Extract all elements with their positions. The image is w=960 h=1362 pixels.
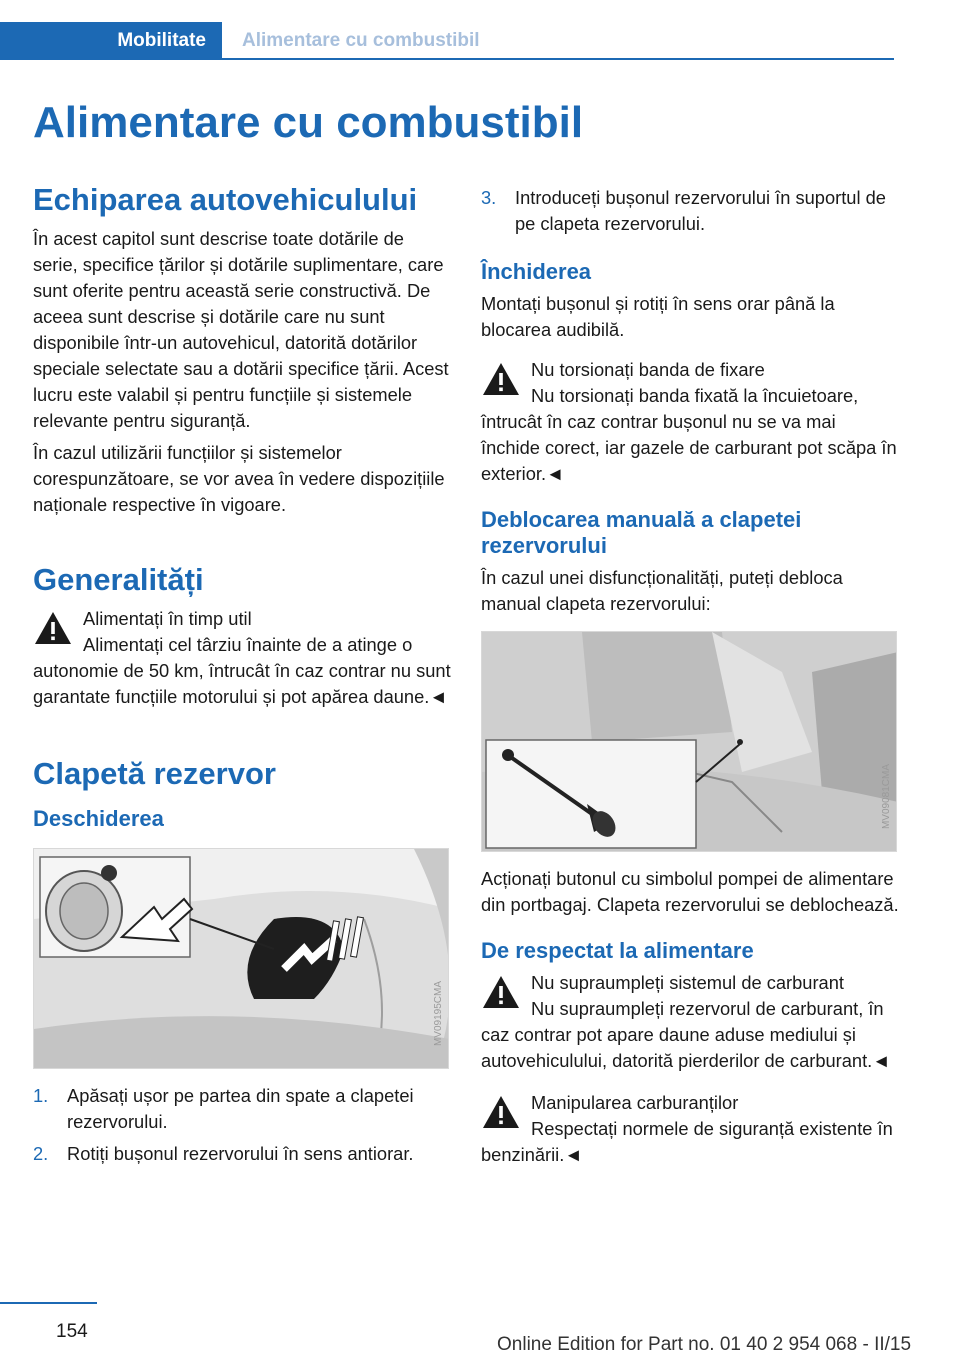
left-column bbox=[33, 182, 451, 1167]
warning-triangle-icon bbox=[481, 361, 521, 397]
section-tab[interactable]: Mobilitate bbox=[0, 22, 222, 60]
heading-inchiderea: Închiderea bbox=[481, 259, 592, 284]
warning-title: Nu supraumpleți sistemul de carburant bbox=[531, 972, 844, 993]
heading-generalitati: Generalități bbox=[33, 562, 204, 597]
paragraph-inchiderea: Montați bușonul și rotiți în sens orar până la blocarea audibilă. bbox=[481, 293, 835, 340]
warning-body: Respectați normele de siguranță existente în benzinării.◄ bbox=[481, 1118, 893, 1165]
warning-banda bbox=[481, 357, 899, 487]
warning-triangle-icon bbox=[33, 610, 73, 646]
photo-code: MV09195CMA bbox=[433, 980, 444, 1046]
paragraph-echipare-2: În cazul utilizării funcțiilor și sistemelor corespunzătoare, se vor avea în vedere dispozițiile naționale respective în vigoare. bbox=[33, 442, 445, 515]
trunk-illustration bbox=[482, 632, 897, 852]
warning-body: Nu torsionați banda fixată la încuietoare, întrucât în caz contrar bușonul nu se va mai închide corect, iar gazele de carburant pot scăpa în exterior.◄ bbox=[481, 385, 897, 484]
edition-footer: Online Edition for Part no. 01 40 2 954 068 - II/15 bbox=[497, 1334, 912, 1355]
paragraph-echipare-1: În acest capitol sunt descrise toate dotările de serie, specifice țărilor și dotările suplimentare, care sunt oferite pentru această serie constructivă. De aceea sunt descrise și dotările care nu sunt disponibile într-un autovehicul, datorită dotărilor speciale selectate sau a dotării specifice țării. Acest lucru este valabil și pentru funcțiile și sistemele relevante pentru siguranță. bbox=[33, 228, 449, 431]
heading-respectat: De respectat la alimentare bbox=[481, 938, 754, 963]
warning-title: Manipularea carburanților bbox=[531, 1092, 739, 1113]
heading-clapeta: Clapetă rezervor bbox=[33, 756, 276, 791]
warning-title: Nu torsionați banda de fixare bbox=[531, 359, 765, 380]
footer-rule bbox=[0, 1302, 97, 1304]
warning-supraumplere bbox=[481, 970, 899, 1074]
steps-list bbox=[33, 1083, 451, 1167]
fuel-flap-illustration bbox=[34, 849, 449, 1069]
paragraph-deblocare: În cazul unei disfuncționalități, puteți debloca manual clapeta rezervorului: bbox=[481, 567, 843, 614]
step-number: 3. bbox=[481, 187, 497, 208]
step-text: Rotiți bușonul rezervorului în sens antiorar. bbox=[67, 1143, 414, 1164]
step-text: Apăsați ușor pe partea din spate a clapetei rezervorului. bbox=[67, 1085, 414, 1132]
page-number: 154 bbox=[56, 1321, 88, 1342]
warning-triangle-icon bbox=[481, 1094, 521, 1130]
steps-list-continued bbox=[481, 185, 899, 237]
heading-deblocare: Deblocarea manuală a clapetei rezervorului bbox=[481, 507, 802, 558]
warning-triangle-icon bbox=[481, 974, 521, 1010]
heading-deschiderea: Deschiderea bbox=[33, 806, 164, 831]
warning-manipulare bbox=[481, 1090, 899, 1168]
heading-echipare: Echiparea autovehiculului bbox=[33, 182, 418, 217]
fuel-flap-photo bbox=[33, 848, 449, 1069]
warning-body: Nu supraumpleți rezervorul de carburant, în caz contrar pot apare daune aduse mediului și autovehiculului, datorită pierderilor de carburant.◄ bbox=[481, 998, 891, 1071]
header-rule bbox=[222, 58, 894, 60]
header-bar bbox=[0, 22, 480, 60]
step-text: Introduceți bușonul rezervorului în suportul de pe clapeta rezervorului. bbox=[515, 187, 886, 234]
step-number: 1. bbox=[33, 1085, 49, 1106]
warning-alimentati bbox=[33, 606, 451, 710]
photo-code: MV09081CMA bbox=[881, 763, 892, 829]
step-item bbox=[481, 185, 899, 237]
step-number: 2. bbox=[33, 1143, 49, 1164]
page-title: Alimentare cu combustibil bbox=[33, 98, 584, 147]
warning-title: Alimentați în timp util bbox=[83, 608, 252, 629]
trunk-photo bbox=[481, 631, 897, 852]
step-item bbox=[33, 1141, 451, 1167]
step-item bbox=[33, 1083, 451, 1135]
breadcrumb[interactable]: Alimentare cu combustibil bbox=[242, 30, 480, 51]
paragraph-actionati: Acționați butonul cu simbolul pompei de alimentare din portbagaj. Clapeta rezervorului se deblochează. bbox=[481, 868, 899, 915]
right-column bbox=[481, 185, 899, 1168]
warning-body: Alimentați cel târziu înainte de a atinge o autonomie de 50 km, întrucât în caz contrar nu sunt garantate funcțiile motorului și pot apărea daune.◄ bbox=[33, 634, 451, 707]
